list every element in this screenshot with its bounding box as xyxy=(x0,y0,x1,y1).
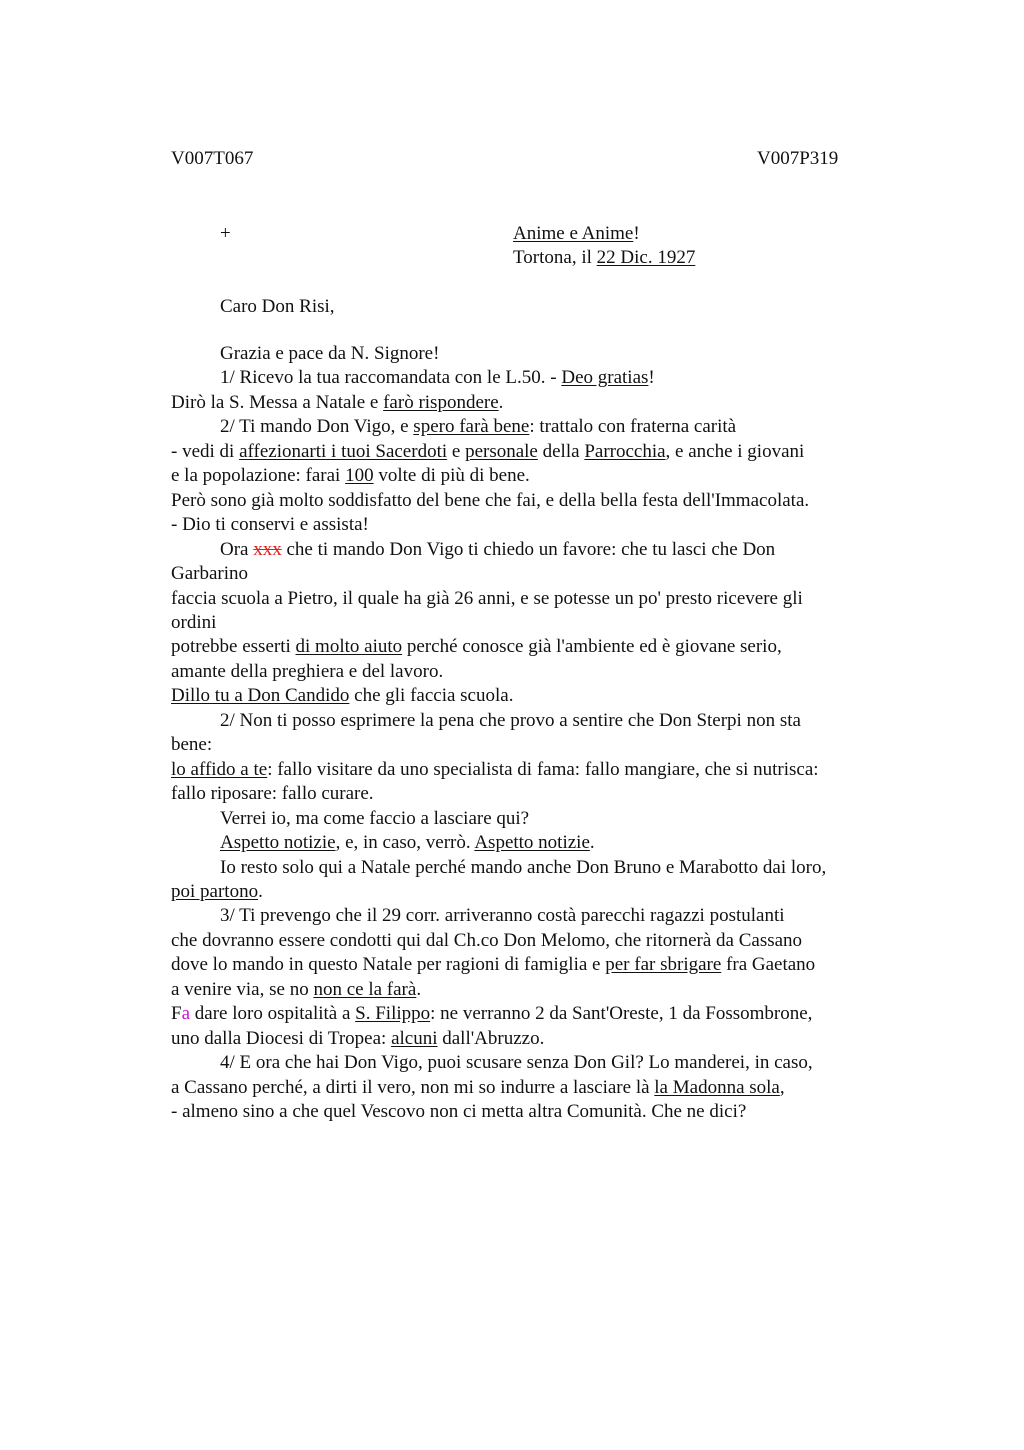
text-segment: 3/ Ti prevengo che il 29 corr. arriveranno costà parecchi ragazzi postulanti xyxy=(220,905,785,927)
text-segment: amante della preghiera e del lavoro. xyxy=(171,660,444,682)
text-segment: Io resto solo qui a Natale perché mando anche Don Bruno e Marabotto dai loro, xyxy=(220,856,827,878)
body-line xyxy=(171,904,891,928)
text-segment: a Cassano perché, a dirti il vero, non mi so indurre a lasciare là xyxy=(171,1076,655,1098)
body-line xyxy=(171,856,891,880)
motto xyxy=(513,222,640,247)
text-segment: - Dio ti conservi e assista! xyxy=(171,514,369,536)
body-line xyxy=(171,489,891,513)
body-line xyxy=(171,342,891,366)
body-line xyxy=(171,782,891,806)
text-segment: , e anche i giovani xyxy=(665,440,805,462)
text-segment: Grazia e pace da N. Signore! xyxy=(220,343,440,364)
body-line xyxy=(171,758,891,782)
body-line xyxy=(171,391,891,415)
cross-symbol: + xyxy=(220,223,231,244)
text-segment: e xyxy=(447,440,466,462)
deleted-text: xxx xyxy=(253,538,282,560)
text-segment: faccia scuola a Pietro, il quale ha già 26 anni, e se potesse un po' presto ricevere gli xyxy=(171,587,803,609)
text-segment: Garbarino xyxy=(171,563,249,585)
body-line xyxy=(171,1027,891,1051)
text-segment: perché conosce già l'ambiente ed è giovane serio, xyxy=(402,636,782,658)
text-segment: e la popolazione: farai xyxy=(171,465,346,487)
text-segment: : trattalo con fraterna carità xyxy=(529,416,737,438)
text-segment: 4/ E ora che hai Don Vigo, puoi scusare senza Don Gil? Lo manderei, in caso, xyxy=(220,1052,813,1074)
motto-text: Anime e Anime xyxy=(513,223,634,244)
underlined-text: Dillo tu a Don Candido xyxy=(171,685,350,707)
text-segment: fallo riposare: fallo curare. xyxy=(171,783,374,805)
text-segment: 2/ Non ti posso esprimere la pena che provo a sentire che Don Sterpi non sta xyxy=(220,709,801,731)
underlined-text: non ce la farà xyxy=(313,978,417,1000)
text-segment: che gli faccia scuola. xyxy=(349,685,514,707)
text-segment: - almeno sino a che quel Vescovo non ci metta altra Comunità. Che ne dici? xyxy=(171,1101,747,1123)
text-segment: potrebbe esserti xyxy=(171,636,296,658)
body-line xyxy=(171,1076,891,1100)
body-line xyxy=(171,709,891,733)
document-code-left: V007T067 xyxy=(171,148,254,169)
body-line xyxy=(171,660,891,684)
letter-body xyxy=(171,342,891,1125)
text-segment: 1/ Ricevo la tua raccomandata con le L.50. - xyxy=(220,367,562,389)
text-segment: ordini xyxy=(171,611,217,633)
body-line xyxy=(171,929,891,953)
body-line xyxy=(171,415,891,439)
text-segment: che ti mando Don Vigo ti chiedo un favore: che tu lasci che Don xyxy=(281,538,776,560)
body-line xyxy=(171,807,891,831)
body-line xyxy=(171,366,891,390)
underlined-text: 100 xyxy=(345,465,374,487)
text-segment: che dovranno essere condotti qui dal Ch.co Don Melomo, che ritornerà da Cassano xyxy=(171,929,803,951)
text-segment: fra Gaetano xyxy=(721,954,816,976)
document-code-right: V007P319 xyxy=(757,148,839,169)
text-segment: ! xyxy=(648,367,655,389)
place-prefix: Tortona, il xyxy=(513,247,597,268)
place-date xyxy=(513,246,695,271)
body-line xyxy=(171,440,891,464)
body-line xyxy=(171,831,891,855)
salutation: Caro Don Risi, xyxy=(220,296,335,317)
body-line xyxy=(171,587,891,611)
text-segment: . xyxy=(416,978,422,1000)
body-line xyxy=(171,1100,891,1124)
text-segment: 2/ Ti mando Don Vigo, e xyxy=(220,416,414,438)
text-segment: : fallo visitare da uno specialista di fama: fallo mangiare, che si nutrisca: xyxy=(267,758,819,780)
text-segment: : ne verranno 2 da Sant'Oreste, 1 da Fossombrone, xyxy=(430,1003,813,1025)
text-segment: della xyxy=(537,440,585,462)
underlined-text: lo affido a te xyxy=(171,758,268,780)
body-line xyxy=(171,464,891,488)
underlined-text: Deo gratias xyxy=(561,367,649,389)
underlined-text: affezionarti i tuoi Sacerdoti xyxy=(239,440,448,462)
underlined-text: Parrocchia xyxy=(584,440,666,462)
underlined-text: di molto aiuto xyxy=(295,636,403,658)
text-segment: - vedi di xyxy=(171,440,240,462)
text-segment: Ora xyxy=(220,538,254,560)
underlined-text: per far sbrigare xyxy=(605,954,722,976)
text-segment: a venire via, se no xyxy=(171,978,314,1000)
text-segment: Dirò la S. Messa a Natale e xyxy=(171,391,384,413)
body-line xyxy=(171,953,891,977)
body-line xyxy=(171,562,891,586)
text-segment: dove lo mando in questo Natale per ragioni di famiglia e xyxy=(171,954,606,976)
underlined-text: spero farà bene xyxy=(413,416,530,438)
motto-punct: ! xyxy=(633,223,640,244)
body-line xyxy=(171,684,891,708)
text-segment: volte di più di bene. xyxy=(373,465,530,487)
underlined-text: la Madonna sola xyxy=(654,1076,780,1098)
text-segment: . xyxy=(589,832,595,854)
text-segment: , xyxy=(779,1076,785,1098)
text-segment: bene: xyxy=(171,734,213,756)
underlined-text: S. Filippo xyxy=(355,1003,431,1025)
text-segment: Però sono già molto soddisfatto del bene che fai, e della bella festa dell'Immacolata. xyxy=(171,489,810,511)
text-segment: F xyxy=(171,1003,182,1025)
underlined-text: personale xyxy=(465,440,538,462)
letter-date: 22 Dic. 1927 xyxy=(596,247,696,268)
body-line xyxy=(171,978,891,1002)
body-line xyxy=(171,513,891,537)
body-line xyxy=(171,733,891,757)
body-line xyxy=(171,880,891,904)
body-line xyxy=(171,611,891,635)
underlined-text: farò rispondere xyxy=(383,391,499,413)
text-segment: . xyxy=(258,880,263,902)
text-segment: dall'Abruzzo. xyxy=(437,1027,545,1049)
highlighted-text: a xyxy=(181,1003,191,1025)
text-segment: . xyxy=(498,391,504,413)
text-segment: dare loro ospitalità a xyxy=(190,1003,356,1025)
body-line xyxy=(171,538,891,562)
underlined-text: poi partono xyxy=(171,880,259,902)
text-segment: uno dalla Diocesi di Tropea: xyxy=(171,1027,392,1049)
underlined-text: Aspetto notizie xyxy=(220,832,336,854)
body-line xyxy=(171,635,891,659)
body-line xyxy=(171,1002,891,1026)
text-segment: , e, in caso, verrò. xyxy=(335,832,475,854)
underlined-text: alcuni xyxy=(391,1027,438,1049)
body-line xyxy=(171,1051,891,1075)
text-segment: Verrei io, ma come faccio a lasciare qui? xyxy=(220,807,530,829)
underlined-text: Aspetto notizie xyxy=(474,832,590,854)
